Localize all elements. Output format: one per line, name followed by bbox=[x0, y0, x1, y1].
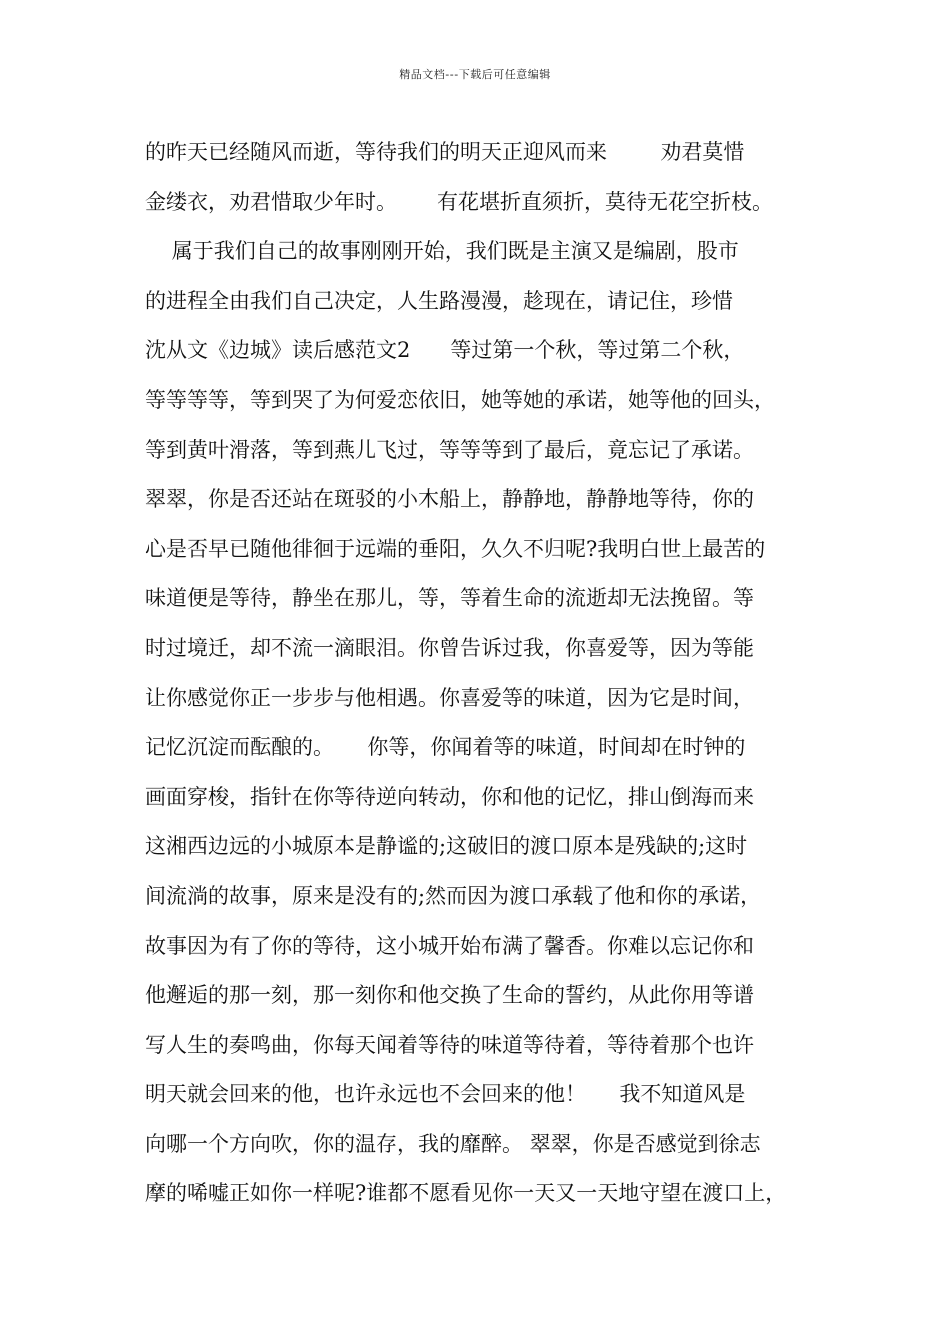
text-line: 画面穿梭，指针在你等待逆向转动，你和他的记忆，排山倒海而来 bbox=[145, 784, 754, 809]
text-line: 金缕衣，劝君惜取少年时。 有花堪折直须折，莫待无花空折枝。 bbox=[145, 189, 774, 214]
text-line: 间流淌的故事，原来是没有的;然而因为渡口承载了他和你的承诺， bbox=[145, 883, 762, 908]
text-line: 记忆沉淀而酝酿的。 你等，你闻着等的味道，时间却在时钟的 bbox=[145, 735, 746, 760]
text-line: 等到黄叶滑落，等到燕儿飞过，等等等到了最后，竟忘记了承诺。 bbox=[145, 437, 754, 462]
text-line: 心是否早已随他徘徊于远端的垂阳，久久不归呢?我明白世上最苦的 bbox=[145, 536, 766, 561]
document-body bbox=[145, 128, 835, 1219]
text-line: 翠翠，你是否还站在斑驳的小木船上，静静地，静静地等待，你的 bbox=[145, 487, 754, 512]
text-line: 的进程全由我们自己决定，人生路漫漫，趁现在，请记住，珍惜 bbox=[145, 288, 733, 313]
text-line: 向哪一个方向吹，你的温存，我的靡醉。 翠翠，你是否感觉到徐志 bbox=[145, 1131, 761, 1156]
text-line: 故事因为有了你的等待，这小城开始布满了馨香。你难以忘记你和 bbox=[145, 933, 754, 958]
text-line: 属于我们自己的故事刚刚开始，我们既是主演又是编剧，股市 bbox=[145, 239, 739, 264]
text-line: 味道便是等待，静坐在那儿，等，等着生命的流逝却无法挽留。等 bbox=[145, 586, 754, 611]
text-line: 明天就会回来的他，也许永远也不会回来的他！ 我不知道风是 bbox=[145, 1082, 746, 1107]
page-header: 精品文档---下载后可任意编辑 bbox=[399, 68, 551, 81]
text-line: 摩的唏嘘正如你一样呢?谁都不愿看见你一天又一天地守望在渡口上， bbox=[145, 1181, 787, 1206]
text-line: 的昨天已经随风而逝，等待我们的明天正迎风而来 劝君莫惜 bbox=[145, 140, 745, 164]
text-line: 他邂逅的那一刻，那一刻你和他交换了生命的誓约，从此你用等谱 bbox=[145, 983, 754, 1008]
text-line: 这湘西边远的小城原本是静谧的;这破旧的渡口原本是残缺的;这时 bbox=[145, 834, 748, 859]
text-line: 让你感觉你正一步步与他相遇。你喜爱等的味道，因为它是时间， bbox=[145, 685, 754, 710]
text-line: 时过境迁，却不流一滴眼泪。你曾告诉过我，你喜爱等，因为等能 bbox=[145, 635, 754, 660]
text-line: 写人生的奏鸣曲，你每天闻着等待的味道等待着，等待着那个也许 bbox=[145, 1032, 754, 1057]
text-line: 沈从文《边城》读后感范文2 等过第一个秋，等过第二个秋， bbox=[145, 338, 745, 363]
text-line: 等等等等，等到哭了为何爱恋依旧，她等她的承诺，她等他的回头， bbox=[145, 387, 775, 412]
